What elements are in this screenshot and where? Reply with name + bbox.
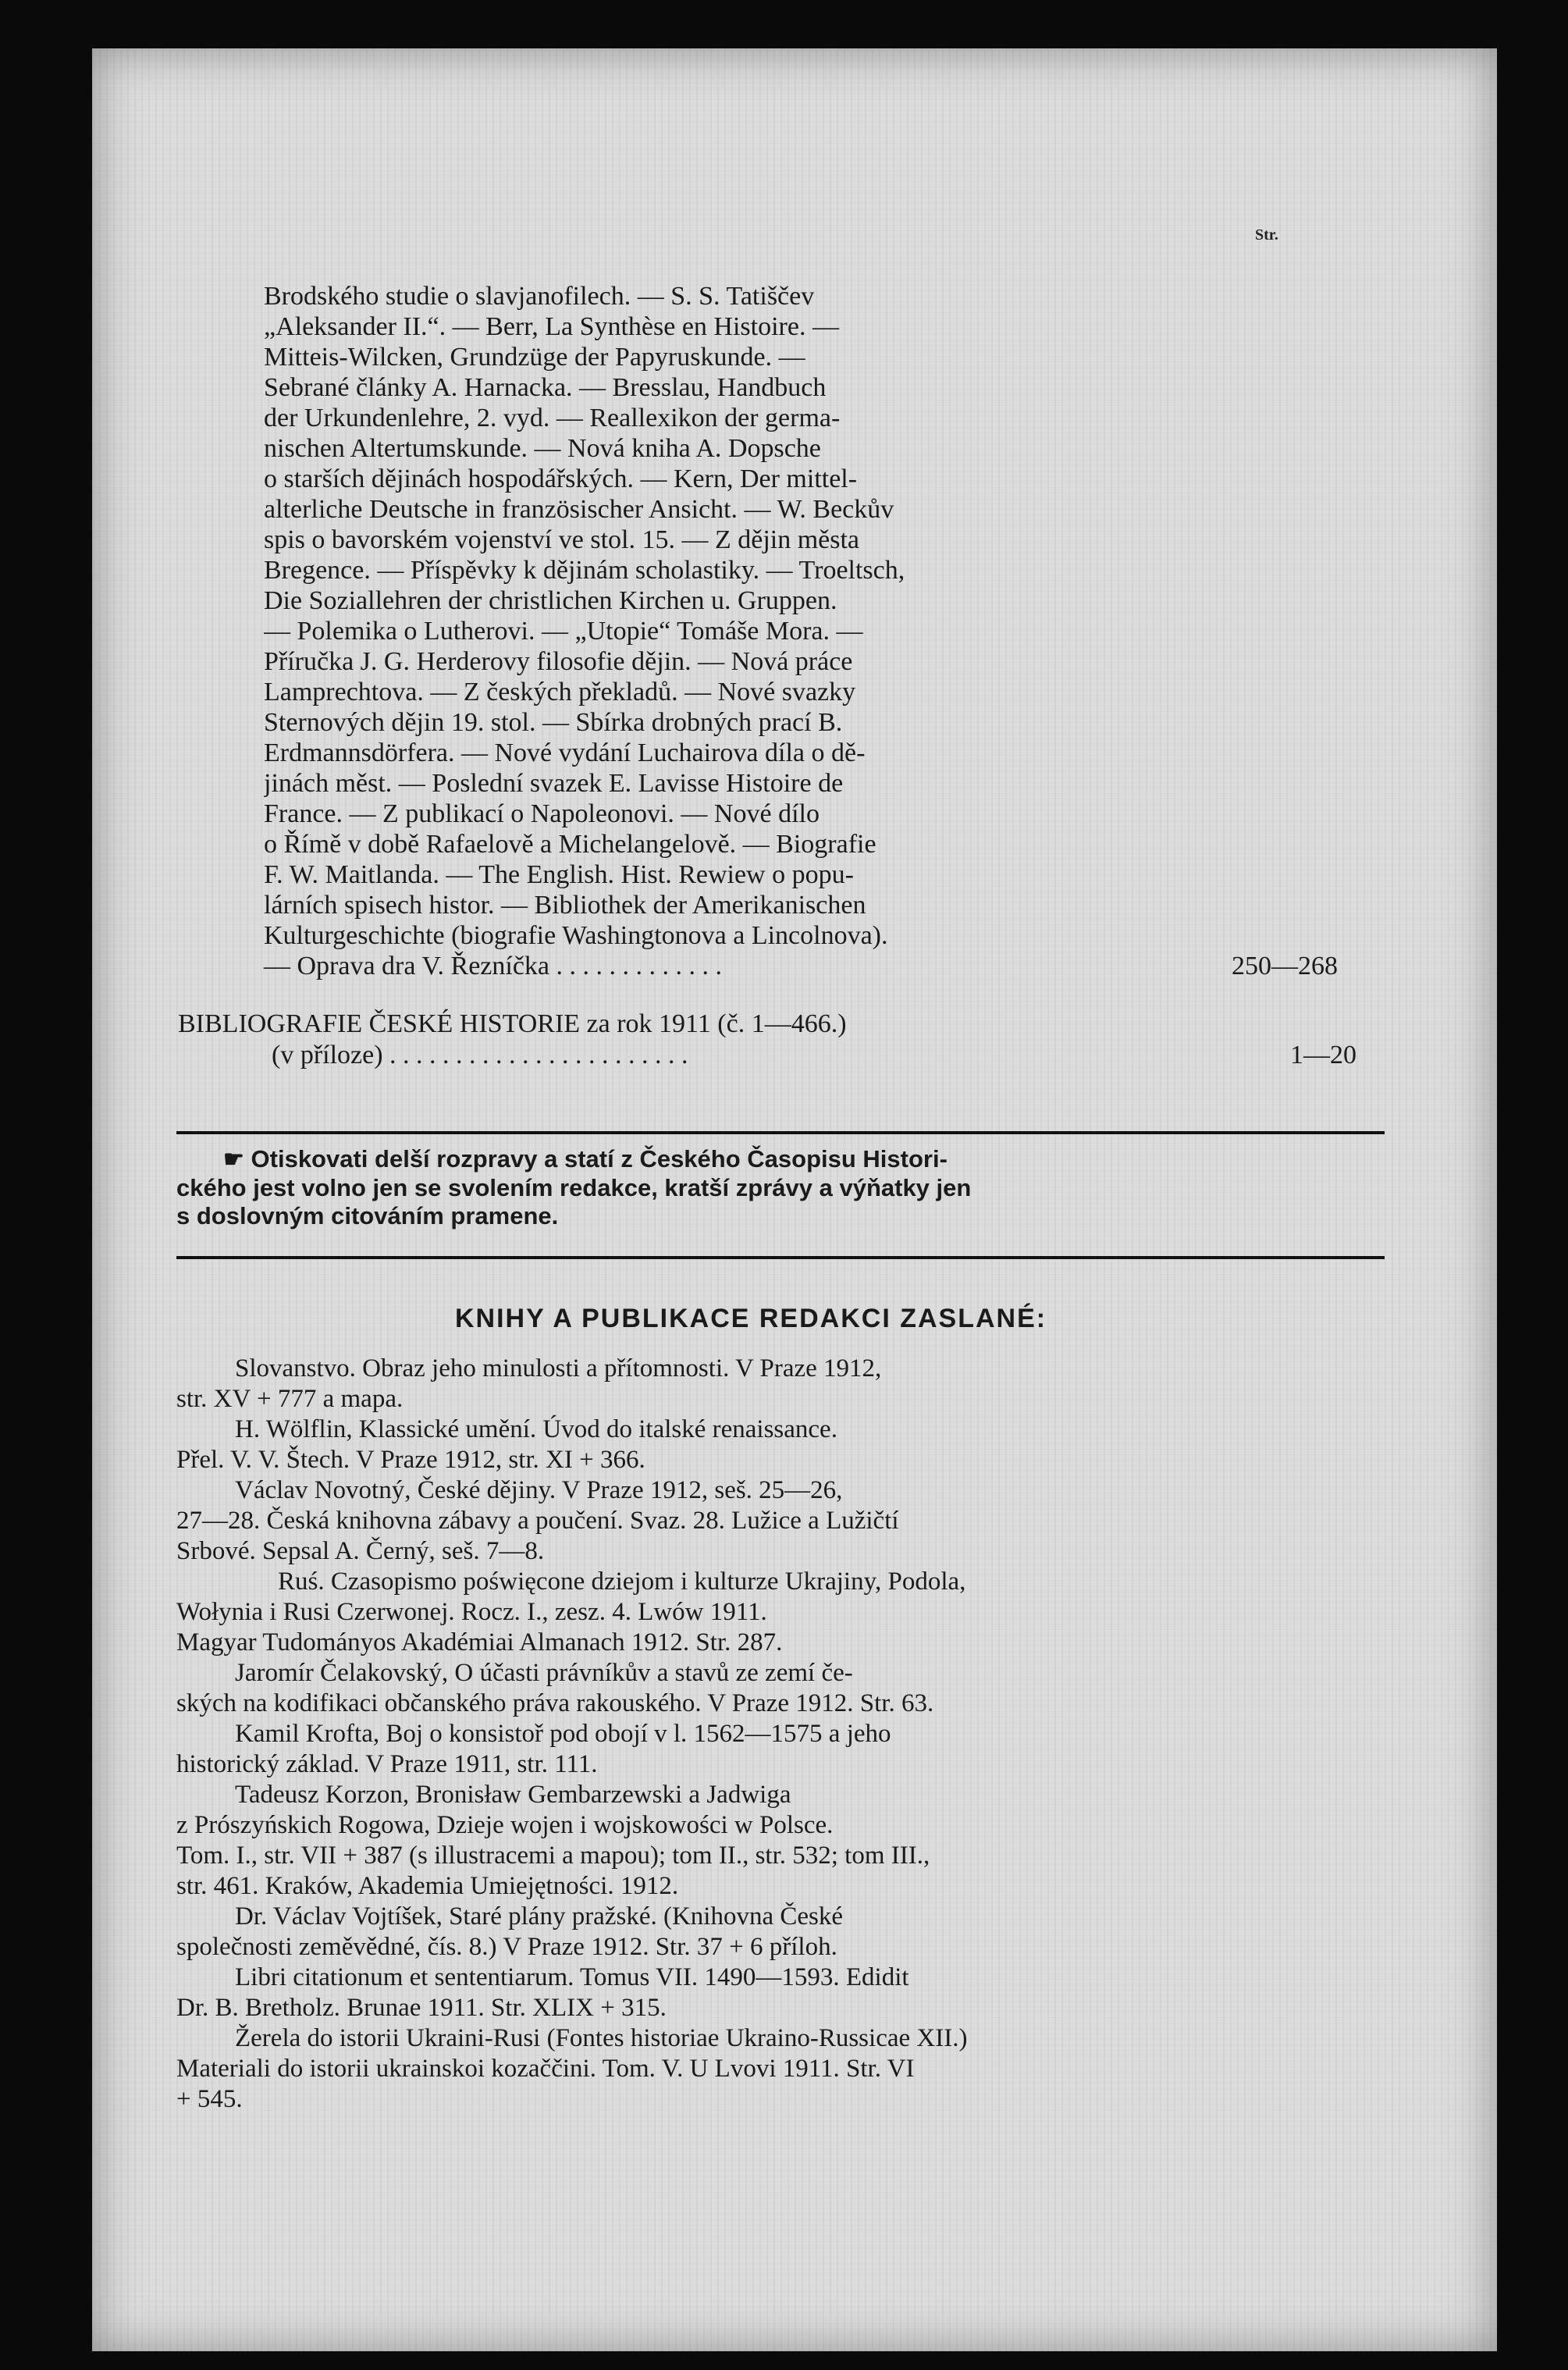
toc-line: Erdmannsdörfera. — Nové vydání Luchairova díla o dě-: [264, 738, 866, 767]
notice-text: Otiskovati delší rozpravy a statí z Českého Časopisu Histori-: [251, 1145, 948, 1173]
toc-line: Sebrané články A. Harnacka. — Bresslau, Handbuch: [264, 373, 827, 402]
toc-line: nischen Altertumskunde. — Nová kniha A. Dopsche: [264, 434, 821, 463]
toc-line: o Římě v době Rafaelově a Michelangelově. — Biografie: [264, 830, 876, 859]
toc-line: o starších dějinách hospodářských. — Kern, Der mittel-: [264, 464, 858, 493]
toc-line-text: — Oprava dra V. Řezníčka . . . . . . . . . . . . .: [264, 952, 723, 980]
toc-line: France. — Z publikací o Napoleonovi. — Nové dílo: [264, 799, 820, 828]
book-entry-line: historický základ. V Praze 1911, str. 111.: [176, 1750, 598, 1778]
toc-line: — Polemika o Lutherovi. — „Utopie“ Tomáše Mora. —: [264, 617, 863, 646]
toc-line: „Aleksander II.“. — Berr, La Synthèse en Histoire. —: [264, 312, 839, 341]
book-entry-line: str. XV + 777 a mapa.: [176, 1385, 404, 1413]
book-entry-line: Magyar Tudományos Akadémiai Almanach 1912. Str. 287.: [176, 1628, 783, 1657]
toc-line: der Urkundenlehre, 2. vyd. — Reallexikon der germa-: [264, 404, 841, 432]
book-entry-line: Tom. I., str. VII + 387 (s illustracemi a mapou); tom II., str. 532; tom III.,: [176, 1842, 930, 1870]
pointing-hand-icon: ☛: [223, 1147, 244, 1173]
book-entry-line: Slovanstvo. Obraz jeho minulosti a přítomnosti. V Praze 1912,: [235, 1354, 882, 1382]
book-entry-line: z Prószyńskich Rogowa, Dzieje wojen i wojskowości w Polsce.: [176, 1811, 834, 1839]
toc-line: Příručka J. G. Herderovy filosofie dějin. — Nová práce: [264, 647, 853, 676]
book-entry-line: Kamil Krofta, Boj o konsistoř pod obojí v l. 1562—1575 a jeho: [235, 1720, 891, 1748]
bibliography-appendix-text: (v příloze) . . . . . . . . . . . . . . . . . . . . . . .: [272, 1041, 688, 1069]
received-books-list: [176, 1354, 1394, 2115]
book-entry-line: H. Wölflin, Klassické umění. Úvod do italské renaissance.: [235, 1415, 837, 1443]
book-entry-line: + 545.: [176, 2085, 243, 2113]
bibliography-title: BIBLIOGRAFIE ČESKÉ HISTORIE za rok 1911 (č. 1—466.): [178, 1009, 847, 1038]
book-entry-line: ských na kodifikaci občanského práva rakouského. V Praze 1912. Str. 63.: [176, 1689, 934, 1717]
book-entry-line: Václav Novotný, České dějiny. V Praze 1912, seš. 25—26,: [235, 1476, 843, 1504]
bibliography-page-range: 1—20: [1290, 1041, 1356, 1069]
section-heading: KNIHY A PUBLIKACE REDAKCI ZASLANÉ:: [455, 1304, 1047, 1333]
toc-page-range: 250—268: [1232, 952, 1338, 980]
bibliography-entry: [178, 1009, 1380, 1071]
notice-line: ckého jest volno jen se svolením redakce, kratší zprávy a výňatky jen: [176, 1174, 972, 1201]
toc-line: Lamprechtova. — Z českých překladů. — Nové svazky: [264, 678, 856, 706]
book-entry-line: Ruś. Czasopismo poświęcone dziejom i kulturze Ukrajiny, Podola,: [278, 1568, 966, 1596]
book-entry-line: Přel. V. V. Štech. V Praze 1912, str. XI + 366.: [176, 1446, 645, 1474]
toc-line: Bregence. — Příspěvky k dějinám scholastiky. — Troeltsch,: [264, 556, 905, 585]
book-entry-line: Jaromír Čelakovský, O účasti právníkův a stavů ze zemí če-: [235, 1659, 853, 1687]
divider-bottom: [176, 1256, 1385, 1259]
table-of-contents: [264, 281, 1338, 981]
toc-line: Die Soziallehren der christlichen Kirchen u. Gruppen.: [264, 586, 837, 615]
toc-line: Sternových dějin 19. stol. — Sbírka drobných prací B.: [264, 708, 843, 737]
toc-line: jinách měst. — Poslední svazek E. Lavisse Histoire de: [264, 769, 844, 798]
book-entry-line: str. 461. Kraków, Akademia Umiejętności. 1912.: [176, 1872, 679, 1900]
page-column-label: Str.: [1255, 226, 1278, 244]
book-entry-line: Srbové. Sepsal A. Černý, seš. 7—8.: [176, 1537, 545, 1565]
toc-line: spis o bavorském vojenství ve stol. 15. — Z dějin města: [264, 525, 860, 554]
book-entry-line: Materiali do istorii ukrainskoi kozaččini. Tom. V. U Lvovi 1911. Str. VI: [176, 2055, 915, 2083]
toc-line: lárních spisech histor. — Bibliothek der Amerikanischen: [264, 891, 866, 920]
toc-line: Kulturgeschichte (biografie Washingtonova a Lincolnova).: [264, 921, 888, 950]
book-entry-line: Dr. B. Bretholz. Brunae 1911. Str. XLIX + 315.: [176, 1994, 667, 2022]
notice-line: s doslovným citováním pramene.: [176, 1202, 559, 1229]
divider-top: [176, 1131, 1385, 1134]
toc-line: alterliche Deutsche in französischer Ansicht. — W. Beckův: [264, 495, 894, 524]
copyright-notice: [176, 1145, 1386, 1230]
book-entry-line: Wołynia i Rusi Czerwonej. Rocz. I., zesz. 4. Lwów 1911.: [176, 1598, 767, 1626]
book-entry-line: Dr. Václav Vojtíšek, Staré plány pražské. (Knihovna České: [235, 1902, 843, 1931]
toc-line: Brodského studie o slavjanofilech. — S. S. Tatiščev: [264, 282, 815, 311]
toc-line-last: [264, 951, 1338, 981]
book-entry-line: společnosti zeměvědné, čís. 8.) V Praze 1912. Str. 37 + 6 příloh.: [176, 1933, 837, 1961]
notice-line: [176, 1145, 1386, 1174]
book-entry-line: Tadeusz Korzon, Bronisław Gembarzewski a Jadwiga: [235, 1781, 791, 1809]
toc-line: Mitteis-Wilcken, Grundzüge der Papyruskunde. —: [264, 343, 805, 372]
book-entry-line: Žerela do istorii Ukraini-Rusi (Fontes historiae Ukraino-Russicae XII.): [235, 2024, 968, 2052]
book-entry-line: 27—28. Česká knihovna zábavy a poučení. Svaz. 28. Lužice a Lužičtí: [176, 1507, 899, 1535]
bibliography-appendix-line: [178, 1040, 1380, 1071]
toc-line: F. W. Maitlanda. — The English. Hist. Rewiew o popu-: [264, 860, 854, 889]
document-page: [92, 48, 1497, 2351]
book-entry-line: Libri citationum et sententiarum. Tomus VII. 1490—1593. Edidit: [235, 1963, 909, 1991]
